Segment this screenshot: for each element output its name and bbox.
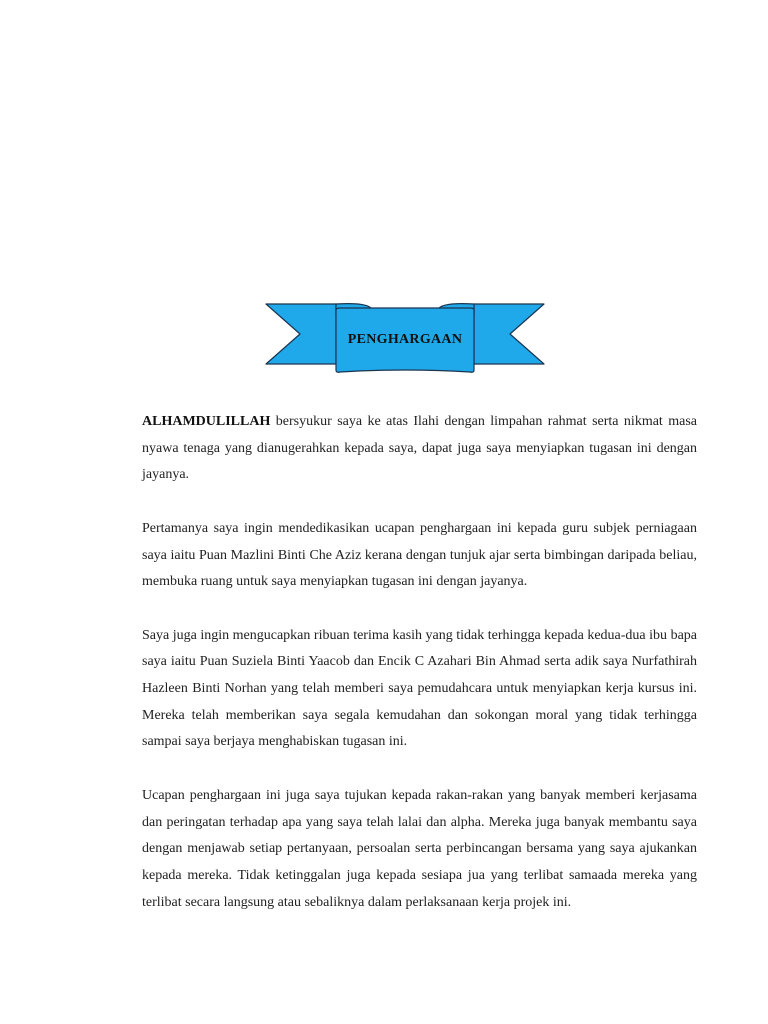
document-body — [142, 409, 697, 943]
paragraph-1 — [142, 409, 697, 489]
paragraph-2: Pertamanya saya ingin mendedikasikan ucapan penghargaan ini kepada guru subjek perniagaan saya iaitu Puan Mazlini Binti Che Aziz kerana dengan tunjuk ajar serta bimbingan daripada beliau, membuka ruang untuk saya menyiapkan tugasan ini dengan jayanya. — [142, 520, 697, 590]
paragraph-3: Saya juga ingin mengucapkan ribuan terima kasih yang tidak terhingga kepada kedua-dua ibu bapa saya iaitu Puan Suziela Binti Yaacob dan Encik C Azahari Bin Ahmad serta adik saya Nurfathirah Hazleen Binti Norhan yang telah memberi saya pemudahcara untuk menyiapkan kerja kursus ini. Mereka telah memberikan saya segala kemudahan dan sokongan moral yang tidak terhingga sampai saya berjaya menghabiskan tugasan ini. — [142, 627, 697, 750]
paragraph-1-text: bersyukur saya ke atas Ilahi dengan limpahan rahmat serta nikmat masa nyawa tenaga yang dianugerahkan kepada saya, dapat juga saya menyiapkan tugasan ini dengan jayanya. — [142, 414, 697, 483]
paragraph-4: Ucapan penghargaan ini juga saya tujukan kepada rakan-rakan yang banyak memberi kerjasama dan peringatan terhadap apa yang saya telah lalai dan alpha. Mereka juga banyak membantu saya dengan menjawab setiap pertanyaan, persoalan serta perbincangan bersama yang saya ajukankan kepada mereka. Tidak ketinggalan juga kepada sesiapa jua yang terlibat samaada mereka yang terlibat secara langsung atau sebaliknya dalam perlaksanaan kerja projek ini. — [142, 787, 697, 910]
ribbon-banner — [262, 300, 548, 376]
page-title: PENGHARGAAN — [347, 332, 463, 347]
paragraph-1-lead: ALHAMDULILLAH — [142, 414, 271, 429]
